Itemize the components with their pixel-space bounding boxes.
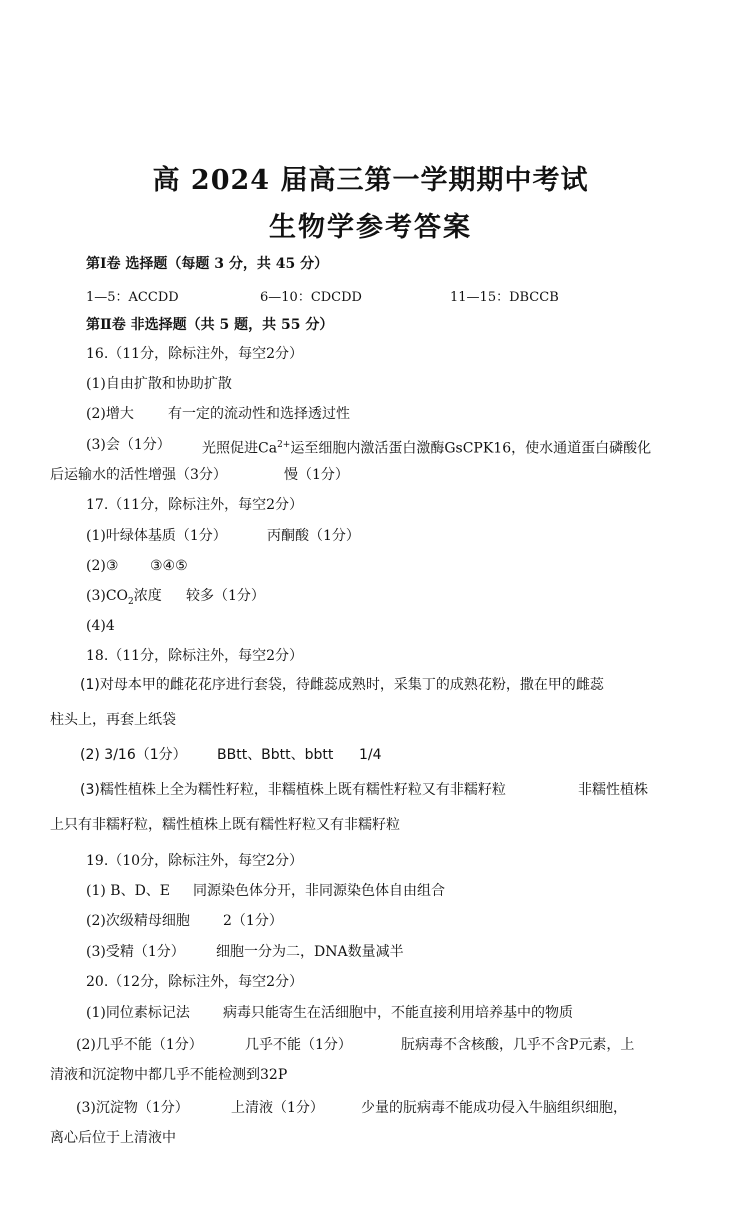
q20-answer-3c: 少量的朊病毒不能成功侵入牛脑组织细胞， [361,1100,627,1116]
q17-answer-1a: (1)叶绿体基质（1分） [86,528,227,544]
q16-answer-1: (1)自由扩散和协助扩散 [86,376,232,392]
q18-answer-2b: BBtt、Bbtt、bbtt [217,747,334,763]
q16-answer-3a: (3)会（1分） [86,437,171,453]
q17-header: 17.（11分，除标注外，每空2分） [86,497,303,513]
q17-answer-2b: ③④⑤ [150,558,188,574]
part2-heading: 第Ⅱ卷 非选择题（共 5 题，共 55 分） [86,317,334,333]
q20-answer-2c: 朊病毒不含核酸，几乎不含P元素，上 [401,1037,635,1053]
q19-header: 19.（10分，除标注外，每空2分） [86,853,303,869]
q18-answer-3a: (3)糯性植株上全为糯性籽粒，非糯植株上既有糯性籽粒又有非糯籽粒 [80,782,506,798]
q16-answer-2b: 有一定的流动性和选择透过性 [168,406,350,422]
q18-answer-1b: 柱头上，再套上纸袋 [50,712,176,728]
mc-answers-1-5: 1—5：ACCDD [86,290,179,305]
q19-answer-3a: (3)受精（1分） [86,944,185,960]
q17-answer-3b: 较多（1分） [186,588,265,604]
q19-answer-3b: 细胞一分为二，DNA数量减半 [216,944,404,960]
q20-answer-3d: 离心后位于上清液中 [50,1130,176,1146]
q19-answer-2a: (2)次级精母细胞 [86,913,190,929]
q18-answer-3c: 上只有非糯籽粒，糯性植株上既有糯性籽粒又有非糯籽粒 [50,817,400,833]
mc-answers-6-10: 6—10：CDCDD [260,290,362,305]
q18-header: 18.（11分，除标注外，每空2分） [86,648,303,664]
q16-answer-3d: 慢（1分） [284,467,349,483]
q16-answer-2a: (2)增大 [86,406,134,422]
mc-answers-11-15: 11—15：DBCCB [450,290,559,305]
q16-answer-3c: 后运输水的活性增强（3分） [50,467,227,483]
q20-answer-2b: 几乎不能（1分） [245,1037,352,1053]
q20-answer-1b: 病毒只能寄生在活细胞中，不能直接利用培养基中的物质 [223,1005,573,1021]
q16-answer-3b: 光照促进$Ca^{2+}$运至细胞内激活蛋白激酶GsCPK16，使水通道蛋白磷酸化 [202,440,652,457]
q20-answer-2a: (2)几乎不能（1分） [76,1037,203,1053]
q17-answer-1b: 丙酮酸（1分） [267,528,360,544]
q19-answer-1b: 同源染色体分开，非同源染色体自由组合 [193,883,445,899]
q20-header: 20.（12分，除标注外，每空2分） [86,974,303,990]
q18-answer-3b: 非糯性植株 [578,782,648,798]
q20-answer-2d: 清液和沉淀物中都几乎不能检测到32P [50,1067,288,1083]
part1-heading: 第Ⅰ卷 选择题（每题 3 分，共 45 分） [86,256,329,272]
q19-answer-1a: (1) B、D、E [86,883,171,899]
q20-answer-3a: (3)沉淀物（1分） [76,1100,189,1116]
q16-header: 16.（11分，除标注外，每空2分） [86,346,303,362]
exam-title: 高 2024 届高三第一学期期中考试 [152,165,589,196]
q18-answer-1a: (1)对母本甲的雌花花序进行套袋，待雌蕊成熟时，采集丁的成熟花粉，撒在甲的雌蕊 [80,677,604,693]
answer-key-subtitle: 生物学参考答案 [269,212,472,243]
q18-answer-2c: 1/4 [359,747,382,763]
q20-answer-3b: 上清液（1分） [231,1100,324,1116]
q19-answer-2b: 2（1分） [223,913,283,929]
q17-answer-3a: $(3)CO_2$浓度 [86,588,162,607]
q17-answer-2a: (2)③ [86,558,119,574]
q18-answer-2a: (2) 3/16（1分） [80,747,187,763]
q17-answer-4: (4)4 [86,618,115,634]
q20-answer-1a: (1)同位素标记法 [86,1005,190,1021]
